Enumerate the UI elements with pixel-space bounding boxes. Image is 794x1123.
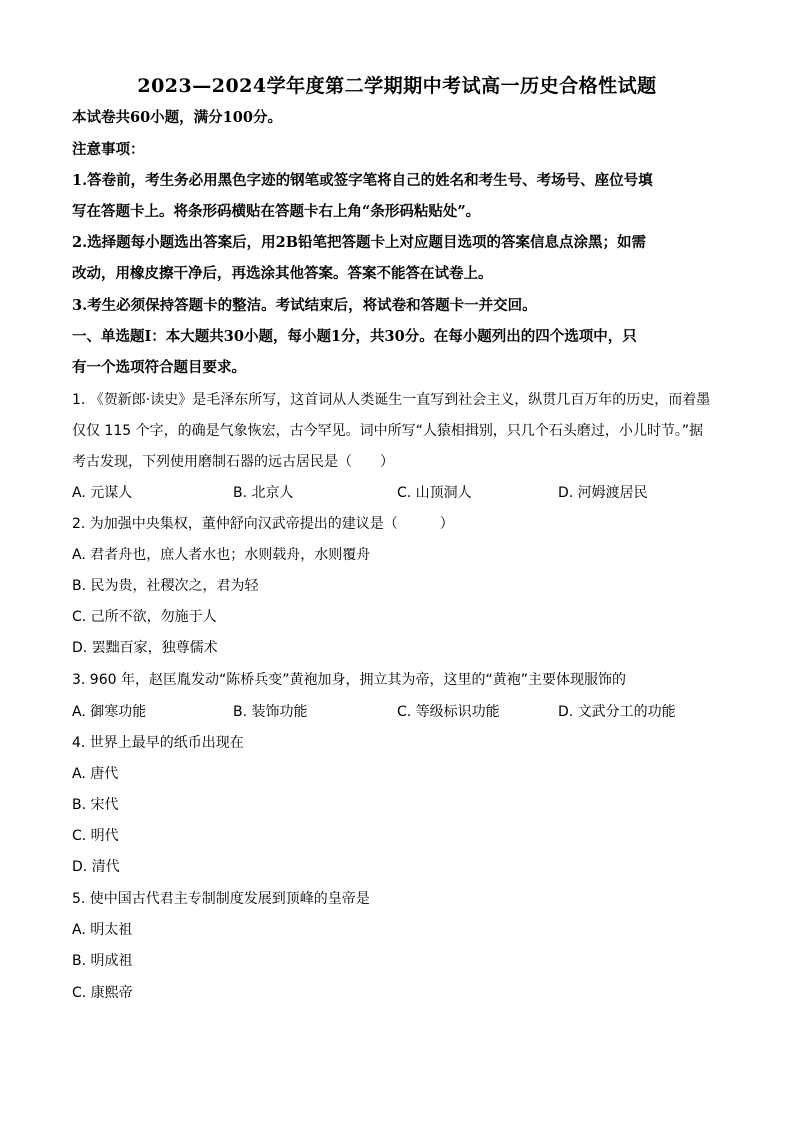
question-1-stem: 1. 《贺新郎·读史》是毛泽东所写，这首词从人类诞生一直写到社会主义，纵贯几百万年的历史，而着墨 bbox=[72, 392, 711, 408]
exam-intro: 本试卷共60小题，满分100分。 bbox=[72, 109, 282, 126]
question-2-option-c: C. 己所不欲，勿施于人 bbox=[72, 609, 217, 625]
question-3-option-c: C. 等级标识功能 bbox=[397, 704, 500, 720]
question-5-option-b: B. 明成祖 bbox=[72, 953, 133, 969]
question-5-option-a: A. 明太祖 bbox=[72, 922, 133, 938]
question-1-option-c: C. 山顶洞人 bbox=[397, 485, 472, 501]
notice-heading: 注意事项： bbox=[72, 141, 145, 158]
question-3-option-d: D. 文武分工的功能 bbox=[558, 704, 676, 720]
notice-item-3: 3.考生必须保持答题卡的整洁。考试结束后，将试卷和答题卡一并交回。 bbox=[72, 297, 537, 314]
notice-item-2-cont: 改动，用橡皮擦干净后，再选涂其他答案。答案不能答在试卷上。 bbox=[72, 265, 493, 282]
question-5-option-c: C. 康熙帝 bbox=[72, 985, 133, 1001]
question-3-option-b: B. 装饰功能 bbox=[233, 704, 308, 720]
section-heading: 一、单选题Ⅰ：本大题共30小题，每小题1分，共30分。在每小题列出的四个选项中，只 bbox=[72, 328, 637, 345]
question-2-option-d: D. 罢黜百家，独尊儒术 bbox=[72, 640, 218, 656]
notice-item-2: 2.选择题每小题选出答案后，用2B铅笔把答题卡上对应题目选项的答案信息点涂黑；如需 bbox=[72, 234, 646, 251]
question-4-stem: 4. 世界上最早的纸币出现在 bbox=[72, 735, 244, 751]
question-1-option-b: B. 北京人 bbox=[233, 485, 294, 501]
question-2-option-a: A. 君者舟也，庶人者水也；水则载舟，水则覆舟 bbox=[72, 547, 371, 563]
question-4-option-b: B. 宋代 bbox=[72, 797, 119, 813]
question-4-option-d: D. 清代 bbox=[72, 859, 120, 875]
question-3-option-a: A. 御寒功能 bbox=[72, 704, 147, 720]
question-2-stem: 2. 为加强中央集权，董仲舒向汉武帝提出的建议是（ ） bbox=[72, 516, 454, 532]
exam-title: 2023—2024学年度第二学期期中考试高一历史合格性试题 bbox=[137, 75, 657, 97]
question-4-option-c: C. 明代 bbox=[72, 828, 119, 844]
question-1-option-d: D. 河姆渡居民 bbox=[558, 485, 648, 501]
question-3-stem: 3. 960 年，赵匡胤发动“陈桥兵变”黄袍加身，拥立其为帝，这里的“黄袍”主要体现服饰的 bbox=[72, 672, 626, 688]
question-1-stem-cont: 仅仅 115 个字，的确是气象恢宏，古今罕见。词中所写“人猿相揖别，只几个石头磨过，小儿时节。”据 bbox=[72, 423, 704, 439]
notice-item-1: 1.答卷前，考生务必用黑色字迹的钢笔或签字笔将自己的姓名和考生号、考场号、座位号填 bbox=[72, 172, 653, 189]
notice-item-1-cont: 写在答题卡上。将条形码横贴在答题卡右上角“条形码粘贴处”。 bbox=[72, 203, 481, 220]
question-1-option-a: A. 元谋人 bbox=[72, 485, 133, 501]
question-5-stem: 5. 使中国古代君主专制制度发展到顶峰的皇帝是 bbox=[72, 891, 370, 907]
question-4-option-a: A. 唐代 bbox=[72, 766, 119, 782]
section-heading-cont: 有一个选项符合题目要求。 bbox=[72, 359, 246, 376]
question-2-option-b: B. 民为贵，社稷次之，君为轻 bbox=[72, 578, 259, 594]
question-1-stem-end: 考古发现，下列使用磨制石器的远古居民是（ ） bbox=[72, 454, 394, 470]
